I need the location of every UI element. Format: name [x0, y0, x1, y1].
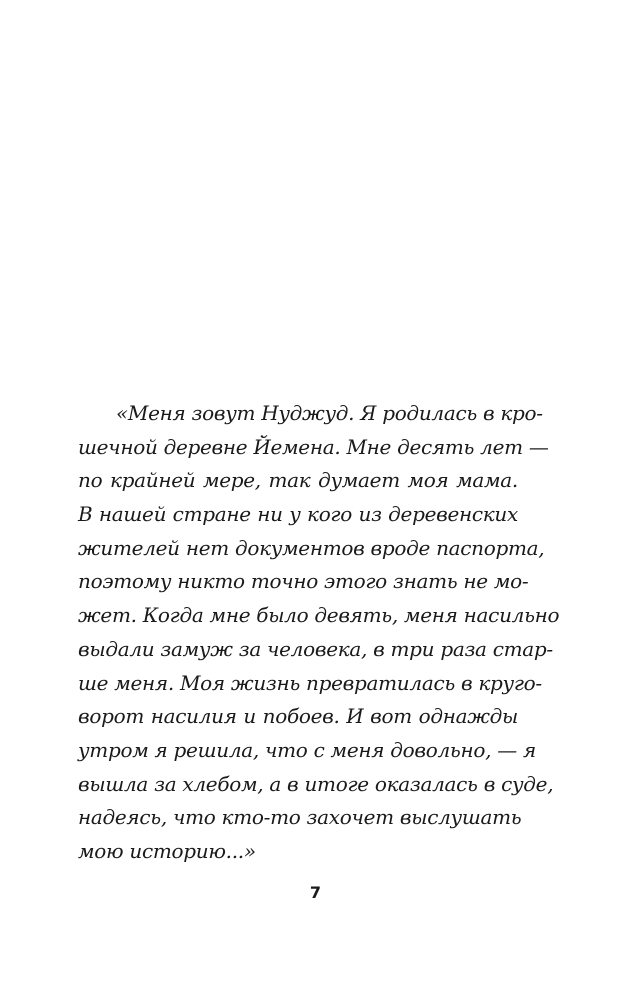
text-line: по крайней мере, так думает моя мама. — [78, 468, 518, 493]
text-line: ше меня. Моя жизнь превратилась в круго- — [78, 670, 542, 695]
text-line: шечной деревне Йемена. Мне десять лет — — [78, 434, 549, 459]
text-line: жителей нет документов вроде паспорта, — [78, 535, 545, 560]
text-line: «Меня зовут Нуджуд. Я родилась в кро- — [116, 401, 543, 425]
text-line: вышла за хлебом, а в итоге оказалась в суде, — [78, 771, 554, 796]
text-line: мою историю...» — [78, 838, 256, 863]
body-paragraph — [78, 397, 560, 869]
page-number: 7 — [309, 883, 322, 902]
text-line: утром я решила, что с меня довольно, — я — [78, 737, 536, 762]
text-line: поэтому никто точно этого знать не мо- — [78, 569, 529, 594]
text-line: выдали замуж за человека, в три раза стар- — [78, 636, 553, 661]
text-line: жет. Когда мне было девять, меня насильно — [78, 603, 560, 628]
text-line: надеясь, что кто-то захочет выслушать — [78, 805, 522, 830]
text-line: В нашей стране ни у кого из деревенских — [78, 502, 518, 527]
text-line: ворот насилия и побоев. И вот однажды — [78, 704, 518, 729]
